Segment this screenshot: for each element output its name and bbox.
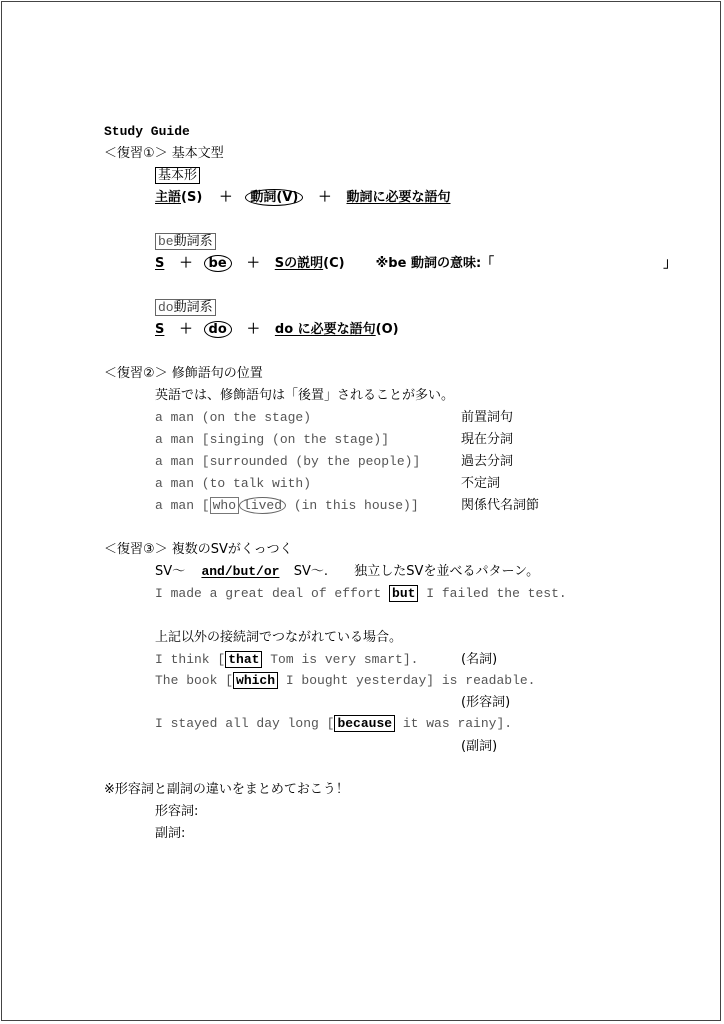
adverb-clause-example xyxy=(155,715,512,733)
s-word: S xyxy=(155,256,165,271)
subject-word: 主語 xyxy=(155,190,182,205)
plus-sign: ＋ xyxy=(318,190,332,205)
sentence-part: I failed the test. xyxy=(418,586,567,601)
verb-circled: 動詞(V) xyxy=(245,189,303,206)
do-circled: do xyxy=(204,321,232,338)
example-label: 現在分詞 xyxy=(461,432,514,447)
sentence-part: I think [ xyxy=(155,652,226,667)
sentence-part: I bought yesterday] is readable. xyxy=(278,673,536,688)
review1-heading: ＜復習①＞ 基本文型 xyxy=(104,146,224,161)
because-boxed: because xyxy=(334,715,395,732)
who-boxed: who xyxy=(210,497,239,514)
do-jp: 動詞系 xyxy=(173,300,213,315)
clause-type-label: (副詞) xyxy=(461,739,498,754)
plus-sign: ＋ xyxy=(219,190,233,205)
plus-sign: ＋ xyxy=(179,256,193,271)
adverb-label: 副詞: xyxy=(155,826,186,841)
subject-tag: (S) xyxy=(181,190,203,205)
sentence-part: I made a great deal of effort xyxy=(155,586,390,601)
adjective-clause-example xyxy=(155,672,535,690)
do-required-phrase: do に必要な語句 xyxy=(274,322,376,337)
example-label: 不定詞 xyxy=(461,476,501,491)
review3-heading: ＜復習③＞ 複数のSVがくっつく xyxy=(104,542,293,557)
example-line: a man [surrounded (by the people)] xyxy=(155,454,421,469)
do-formula xyxy=(155,321,399,339)
example-line: a man (to talk with) xyxy=(155,476,312,491)
example-label: 前置詞句 xyxy=(461,410,514,425)
do-verb-box xyxy=(155,299,216,316)
c-tag: (C) xyxy=(323,256,345,271)
pattern-note: 独立したSVを並べるパターン。 xyxy=(354,564,540,579)
other-conjunction-intro: 上記以外の接続詞でつながれている場合。 xyxy=(155,630,403,645)
basic-form-label xyxy=(155,167,200,185)
sentence-part: I stayed all day long [ xyxy=(155,716,335,731)
example-label: 関係代名詞節 xyxy=(461,498,540,513)
lived-circled: lived xyxy=(239,497,286,514)
be-circled: be xyxy=(204,255,232,272)
page-title: Study Guide xyxy=(104,124,190,139)
noun-clause-example xyxy=(155,651,418,669)
adjective-label: 形容詞: xyxy=(155,804,199,819)
be-meaning-note: ※be 動詞の意味:「 xyxy=(375,256,495,271)
sentence-part: Tom is very smart]. xyxy=(262,652,419,667)
clause-type-label: (名詞) xyxy=(461,652,498,667)
clause-type-label: (形容詞) xyxy=(461,695,511,710)
plus-sign: ＋ xyxy=(179,322,193,337)
basic-form-box: 基本形 xyxy=(155,167,200,184)
review2-heading: ＜復習②＞ 修飾語句の位置 xyxy=(104,366,263,381)
example-label: 過去分詞 xyxy=(461,454,514,469)
sv-start: SV～ xyxy=(155,564,186,579)
s-word: S xyxy=(155,322,165,337)
relative-clause-example xyxy=(155,497,419,515)
s-explanation: Sの説明 xyxy=(274,256,324,271)
coordination-example xyxy=(155,585,567,603)
review2-intro: 英語では、修飾語句は「後置」されることが多い。 xyxy=(155,388,455,403)
sentence-part: it was rainy]. xyxy=(395,716,513,731)
be-verb-label xyxy=(155,233,216,251)
plus-sign: ＋ xyxy=(246,256,260,271)
example-line: a man [singing (on the stage)] xyxy=(155,432,390,447)
do-verb-label xyxy=(155,299,216,317)
be-jp: 動詞系 xyxy=(173,234,213,249)
coordination-pattern xyxy=(155,563,539,581)
be-meaning-close: 」 xyxy=(663,256,677,271)
relative-prefix: a man [ xyxy=(155,498,210,513)
relative-suffix: (in this house)] xyxy=(286,498,419,513)
which-boxed: which xyxy=(233,672,278,689)
o-tag: (O) xyxy=(375,322,399,337)
do-latin: do xyxy=(158,300,174,315)
be-verb-box xyxy=(155,233,216,250)
sv-end: SV～. xyxy=(293,564,329,579)
summary-heading: ※形容詞と副詞の違いをまとめておこう！ xyxy=(104,782,349,797)
be-latin: be xyxy=(158,234,174,249)
conjunction-and-but-or: and/but/or xyxy=(201,564,280,579)
that-boxed: that xyxy=(225,651,262,668)
but-boxed: but xyxy=(389,585,418,602)
plus-sign: ＋ xyxy=(246,322,260,337)
verb-required-phrase: 動詞に必要な語句 xyxy=(346,190,451,205)
sentence-part: The book [ xyxy=(155,673,234,688)
basic-formula xyxy=(155,189,451,207)
example-line: a man (on the stage) xyxy=(155,410,312,425)
be-formula xyxy=(155,255,676,273)
